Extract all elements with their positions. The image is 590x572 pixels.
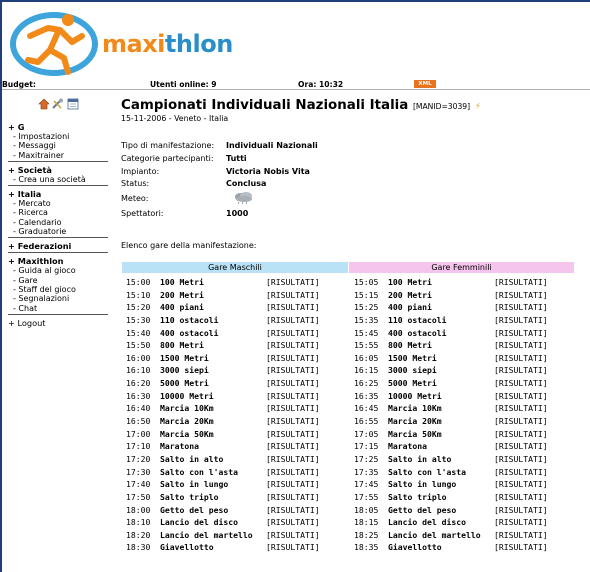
race-name: Salto in alto xyxy=(388,453,452,464)
results-link[interactable]: [RISULTATI] xyxy=(266,542,320,553)
results-link[interactable]: [RISULTATI] xyxy=(266,277,320,287)
sidebar-item[interactable]: - Gare xyxy=(13,275,38,285)
results-link[interactable]: [RISULTATI] xyxy=(266,365,320,376)
info-label: Spettatori: xyxy=(121,209,164,219)
race-time: 18:20 xyxy=(126,529,151,540)
male-races-header: Gare Maschili xyxy=(122,262,348,273)
results-link[interactable]: [RISULTATI] xyxy=(494,340,548,351)
results-link[interactable]: [RISULTATI] xyxy=(266,390,320,401)
results-link[interactable]: [RISULTATI] xyxy=(494,289,548,300)
results-link[interactable]: [RISULTATI] xyxy=(266,529,320,540)
race-name: 800 Metri xyxy=(160,340,204,351)
page-title xyxy=(121,98,581,113)
race-name: Marcia 10Km xyxy=(160,403,214,414)
race-name: Maratona xyxy=(160,441,199,452)
race-time: 17:30 xyxy=(126,466,151,477)
results-link[interactable]: [RISULTATI] xyxy=(266,352,320,363)
race-time: 17:25 xyxy=(354,453,379,464)
results-link[interactable]: [RISULTATI] xyxy=(266,340,320,351)
results-link[interactable]: [RISULTATI] xyxy=(266,466,320,477)
sidebar-item[interactable]: - Ricerca xyxy=(13,208,48,218)
sidebar-item[interactable]: - Maxitrainer xyxy=(13,150,65,160)
info-label: Categorie partecipanti: xyxy=(121,153,214,163)
race-name: Salto in alto xyxy=(160,453,224,464)
race-name: Lancio del martello xyxy=(388,529,481,540)
race-time: 15:30 xyxy=(126,314,151,325)
results-link[interactable]: [RISULTATI] xyxy=(266,403,320,414)
race-name: 800 Metri xyxy=(388,340,432,351)
race-name: 200 Metri xyxy=(160,289,204,300)
sidebar-section-title[interactable]: + Società xyxy=(8,164,52,175)
race-name: Salto triplo xyxy=(388,491,447,502)
race-list-title: Elenco gare della manifestazione: xyxy=(121,241,257,250)
results-link[interactable]: [RISULTATI] xyxy=(494,466,548,477)
race-time: 18:30 xyxy=(126,542,151,553)
sidebar-item[interactable]: - Impostazioni xyxy=(13,132,70,141)
race-name: 3000 siepi xyxy=(160,365,209,376)
sidebar-item[interactable]: - Segnalazioni xyxy=(13,294,70,304)
sidebar-item[interactable]: - Guida al gioco xyxy=(13,266,76,276)
results-link[interactable]: [RISULTATI] xyxy=(266,327,320,338)
race-name: Marcia 50Km xyxy=(160,428,214,439)
sidebar-item[interactable]: - Graduatorie xyxy=(13,227,67,237)
runner-logo-icon[interactable] xyxy=(8,6,100,78)
race-time: 17:15 xyxy=(354,441,379,452)
results-link[interactable]: [RISULTATI] xyxy=(494,378,548,389)
info-label: Meteo: xyxy=(121,193,149,203)
tools-icon[interactable] xyxy=(53,99,63,109)
race-name: Getto del peso xyxy=(388,504,457,515)
logout-link[interactable]: + Logout xyxy=(8,317,46,328)
results-link[interactable]: [RISULTATI] xyxy=(494,542,548,553)
race-name: 3000 siepi xyxy=(388,365,437,376)
results-link[interactable]: [RISULTATI] xyxy=(266,302,320,313)
race-name: Maratona xyxy=(388,441,427,452)
race-name: Lancio del martello xyxy=(160,529,253,540)
race-name: Lancio del disco xyxy=(160,517,238,528)
race-time: 15:20 xyxy=(126,302,151,313)
race-time: 15:10 xyxy=(126,289,151,300)
calendar-icon[interactable] xyxy=(68,99,78,109)
sidebar-item[interactable]: - Staff del gioco xyxy=(13,284,76,294)
sidebar-item[interactable]: - Mercato xyxy=(13,199,51,209)
results-link[interactable]: [RISULTATI] xyxy=(266,453,320,464)
race-name: 100 Metri xyxy=(160,277,204,287)
results-link[interactable]: [RISULTATI] xyxy=(266,428,320,439)
race-time: 15:25 xyxy=(354,302,379,313)
race-time: 15:05 xyxy=(354,277,379,287)
race-name: 400 piani xyxy=(160,302,204,313)
race-name: Getto del peso xyxy=(160,504,229,515)
race-time: 16:30 xyxy=(126,390,151,401)
race-name: Marcia 10Km xyxy=(388,403,442,414)
race-time: 17:55 xyxy=(354,491,379,502)
sidebar-menu xyxy=(8,122,108,328)
race-name: 400 ostacoli xyxy=(160,327,219,338)
race-name: Marcia 20Km xyxy=(388,416,442,427)
results-link[interactable]: [RISULTATI] xyxy=(494,314,548,325)
race-time: 17:50 xyxy=(126,491,151,502)
race-time: 16:50 xyxy=(126,416,151,427)
budget-label: Budget: xyxy=(2,80,36,89)
info-value: 1000 xyxy=(226,209,249,219)
results-link[interactable]: [RISULTATI] xyxy=(494,517,548,528)
race-name: 10000 Metri xyxy=(388,390,442,401)
results-link[interactable]: [RISULTATI] xyxy=(494,327,548,338)
race-name: 110 ostacoli xyxy=(388,314,447,325)
clock-label: Ora: 10:32 xyxy=(298,80,344,89)
race-time: 15:55 xyxy=(354,340,379,351)
race-time: 17:20 xyxy=(126,453,151,464)
sidebar-section-title[interactable]: + Maxithlon xyxy=(8,256,64,267)
online-users-label: Utenti online: 9 xyxy=(150,80,217,89)
race-time: 15:00 xyxy=(126,277,151,287)
race-name: Giavellotto xyxy=(388,542,442,553)
race-name: 5000 Metri xyxy=(388,378,437,389)
race-time: 18:15 xyxy=(354,517,379,528)
race-time: 17:45 xyxy=(354,479,379,490)
brand-wordmark-part-a: maxi xyxy=(102,30,165,58)
race-time: 16:20 xyxy=(126,378,151,389)
results-link[interactable]: [RISULTATI] xyxy=(494,453,548,464)
sidebar-section xyxy=(8,122,108,162)
results-link[interactable]: [RISULTATI] xyxy=(494,352,548,363)
info-value: Individuali Nazionali xyxy=(226,141,318,150)
race-time: 15:45 xyxy=(354,327,379,338)
race-time: 17:05 xyxy=(354,428,379,439)
event-title: Campionati Individuali Nazionali Italia xyxy=(121,98,409,113)
manid-label: [MANID=3039] xyxy=(412,102,471,111)
race-time: 18:25 xyxy=(354,529,379,540)
brand-wordmark[interactable] xyxy=(102,30,233,58)
info-label: Impianto: xyxy=(121,166,160,176)
race-name: Marcia 20Km xyxy=(160,416,214,427)
race-name: 110 ostacoli xyxy=(160,314,219,325)
race-time: 16:25 xyxy=(354,378,379,389)
sidebar-section xyxy=(8,165,108,186)
race-time: 15:40 xyxy=(126,327,151,338)
xml-feed-button[interactable]: XML xyxy=(414,80,436,88)
race-name: 5000 Metri xyxy=(160,378,209,389)
race-name: Salto con l'asta xyxy=(388,466,466,477)
race-time: 16:45 xyxy=(354,403,379,414)
race-time: 17:10 xyxy=(126,441,151,452)
results-link[interactable]: [RISULTATI] xyxy=(494,277,548,287)
results-link[interactable]: [RISULTATI] xyxy=(266,441,320,452)
race-name: Salto in lungo xyxy=(388,479,457,490)
sidebar-toolbar xyxy=(38,98,86,110)
results-link[interactable]: [RISULTATI] xyxy=(266,416,320,427)
results-link[interactable]: [RISULTATI] xyxy=(266,314,320,325)
results-link[interactable]: [RISULTATI] xyxy=(494,441,548,452)
race-name: Giavellotto xyxy=(160,542,214,553)
info-value: Victoria Nobis Vita xyxy=(226,166,310,176)
sidebar-item[interactable]: - Messaggi xyxy=(13,141,56,151)
results-link[interactable]: [RISULTATI] xyxy=(266,504,320,515)
lightning-icon[interactable]: ⚡ xyxy=(474,102,482,112)
results-link[interactable]: [RISULTATI] xyxy=(494,491,548,502)
results-link[interactable]: [RISULTATI] xyxy=(266,517,320,528)
race-time: 18:00 xyxy=(126,504,151,515)
results-link[interactable]: [RISULTATI] xyxy=(494,390,548,401)
info-label: Status: xyxy=(121,179,150,189)
race-time: 17:35 xyxy=(354,466,379,477)
main-content xyxy=(121,98,581,123)
race-name: 200 Metri xyxy=(388,289,432,300)
results-link[interactable]: [RISULTATI] xyxy=(494,365,548,376)
results-link[interactable]: [RISULTATI] xyxy=(494,428,548,439)
results-link[interactable]: [RISULTATI] xyxy=(494,403,548,414)
results-link[interactable]: [RISULTATI] xyxy=(266,491,320,502)
results-link[interactable]: [RISULTATI] xyxy=(494,302,548,313)
race-time: 18:10 xyxy=(126,517,151,528)
sidebar-section-title[interactable]: + G xyxy=(8,122,25,132)
race-name: 100 Metri xyxy=(388,277,432,287)
race-time: 15:50 xyxy=(126,340,151,351)
race-time: 18:05 xyxy=(354,504,379,515)
home-icon[interactable] xyxy=(39,99,49,109)
race-time: 16:15 xyxy=(354,365,379,376)
race-time: 16:35 xyxy=(354,390,379,401)
race-time: 16:40 xyxy=(126,403,151,414)
race-time: 17:40 xyxy=(126,479,151,490)
sidebar-section xyxy=(8,189,108,238)
race-name: Salto in lungo xyxy=(160,479,229,490)
cloudy-weather-icon xyxy=(233,191,255,204)
event-subtitle: 15-11-2006 - Veneto - Italia xyxy=(121,114,229,123)
female-races-header: Gare Femminili xyxy=(349,262,574,273)
sidebar-item[interactable]: - Calendario xyxy=(13,217,62,227)
sidebar-section xyxy=(8,256,108,314)
race-time: 16:00 xyxy=(126,352,151,363)
sidebar-section-title[interactable]: + Italia xyxy=(8,189,42,200)
race-name: Marcia 50Km xyxy=(388,428,442,439)
results-link[interactable]: [RISULTATI] xyxy=(266,378,320,389)
status-bar xyxy=(2,79,590,90)
race-time: 15:15 xyxy=(354,289,379,300)
results-link[interactable]: [RISULTATI] xyxy=(494,529,548,540)
results-link[interactable]: [RISULTATI] xyxy=(266,479,320,490)
results-link[interactable]: [RISULTATI] xyxy=(494,504,548,515)
race-name: 400 piani xyxy=(388,302,432,313)
race-time: 16:10 xyxy=(126,365,151,376)
results-link[interactable]: [RISULTATI] xyxy=(494,416,548,427)
sidebar-item[interactable]: - Chat xyxy=(13,303,38,313)
race-time: 16:55 xyxy=(354,416,379,427)
info-label: Tipo di manifestazione: xyxy=(121,141,215,150)
race-name: Salto con l'asta xyxy=(160,466,238,477)
sidebar-item[interactable]: - Crea una società xyxy=(13,174,86,184)
sidebar-section-title[interactable]: + Federazioni xyxy=(8,241,72,252)
race-time: 18:35 xyxy=(354,542,379,553)
race-name: Salto triplo xyxy=(160,491,219,502)
info-value: Conclusa xyxy=(226,179,267,189)
race-name: 1500 Metri xyxy=(388,352,437,363)
race-name: Lancio del disco xyxy=(388,517,466,528)
results-link[interactable]: [RISULTATI] xyxy=(266,289,320,300)
race-time: 16:05 xyxy=(354,352,379,363)
header xyxy=(2,2,590,82)
results-link[interactable]: [RISULTATI] xyxy=(494,479,548,490)
race-time: 15:35 xyxy=(354,314,379,325)
sidebar-section xyxy=(8,241,108,253)
info-value: Tutti xyxy=(226,153,247,163)
race-name: 400 ostacoli xyxy=(388,327,447,338)
race-name: 1500 Metri xyxy=(160,352,209,363)
race-name: 10000 Metri xyxy=(160,390,214,401)
brand-wordmark-part-b: thlon xyxy=(164,30,233,58)
race-time: 17:00 xyxy=(126,428,151,439)
